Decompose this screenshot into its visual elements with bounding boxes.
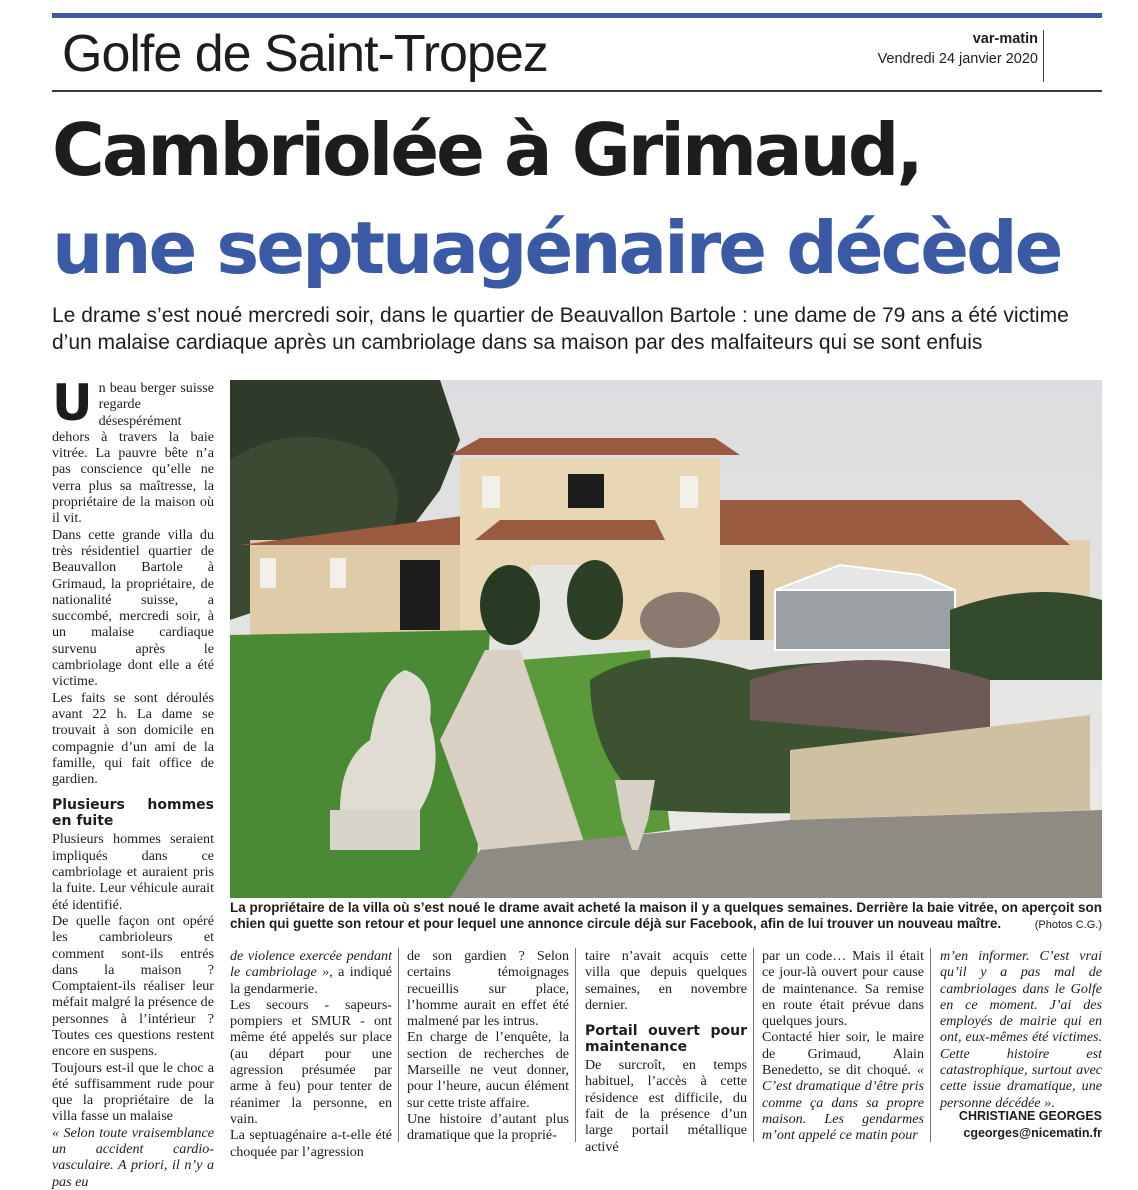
quote: « Selon toute vraisemblance un accident cardio-vasculaire. A priori, il n’y a pas eu bbox=[52, 1124, 214, 1190]
headline-line2: une septuagénaire décède bbox=[52, 206, 1061, 290]
section-title: Golfe de Saint-Tropez bbox=[62, 25, 548, 83]
header-divider bbox=[1043, 30, 1044, 82]
article-column-6 bbox=[940, 948, 1102, 1111]
paragraph: Les secours - sapeurs-pompiers et SMUR - ont même été appelés sur place (au départ pour une agression présumée par arme à feu) pour tenter de réanimer la personne, en vain. bbox=[230, 996, 392, 1127]
paragraph: , a indiqué la gendarmerie. bbox=[230, 964, 392, 997]
paragraph: Contacté hier soir, le maire de Grimaud, Alain Benedetto, se dit choqué. bbox=[762, 1029, 924, 1079]
article-column-3 bbox=[407, 948, 569, 1144]
drop-cap: U bbox=[52, 374, 93, 432]
quote: m’en informer. C’est vrai qu’il y a pas mal de cambriolages dans le Golfe en ce moment. J’ai des employés de mairie qui en ont, eux-mêmes été victimes. Cette histoire est catastrophique, surtout avec cette issue dramatique, une personne décédée » bbox=[940, 948, 1102, 1111]
column-separator bbox=[575, 948, 576, 1142]
article-column-1 bbox=[52, 374, 214, 1190]
paragraph: De surcroît, en temps habituel, l’accès à cette résidence est difficile, du fait de la présence d’un large portail métallique activé bbox=[585, 1057, 747, 1155]
column-separator bbox=[398, 948, 399, 1142]
paragraph: taire n’avait acquis cette villa que depuis quelques semaines, en novembre dernier. bbox=[585, 948, 747, 1013]
quote: de violence exercée pendant le cambriolage » bbox=[230, 948, 392, 981]
article-column-5 bbox=[762, 948, 924, 1144]
byline bbox=[930, 1108, 1102, 1142]
paragraph: Les faits se sont déroulés avant 22 h. La dame se trouvait à son domicile en compagnie d’un ami de la famille, qui fait office de gardien. bbox=[52, 689, 214, 788]
header-rule bbox=[52, 90, 1102, 92]
paragraph: De quelle façon ont opéré les cambrioleurs et comment sont-ils entrés dans la maison ? Comptaient-ils réaliser leur méfait malgré la présence de personnes à l’intérieur ? Toutes ces questions restent encore en suspens. bbox=[52, 912, 214, 1060]
photo-caption bbox=[230, 900, 1102, 933]
subheading: Portail ouvert pour maintenance bbox=[585, 1023, 747, 1056]
paragraph: Une histoire d’autant plus dramatique que la proprié- bbox=[407, 1110, 569, 1144]
photo-credit: (Photos C.G.) bbox=[1034, 919, 1102, 931]
article-column-2 bbox=[230, 948, 392, 1160]
column-separator bbox=[753, 948, 754, 1142]
subheading: Plusieurs hommes en fuite bbox=[52, 797, 214, 830]
paragraph: n beau berger suisse regarde désespérément dehors à travers la baie vitrée. La pauvre bête n’a pas conscience qu’elle ne verra plus sa maîtresse, la propriétaire de la maison où il vit. bbox=[52, 380, 214, 527]
paragraph: Toujours est-il que le choc a été suffisamment rude pour que la propriétaire de la villa fasse un malaise bbox=[52, 1059, 214, 1125]
article-column-4 bbox=[585, 948, 747, 1155]
author-email[interactable]: cgeorges@nicematin.fr bbox=[963, 1126, 1102, 1140]
publication-date: Vendredi 24 janvier 2020 bbox=[877, 51, 1038, 67]
top-accent-bar bbox=[52, 13, 1102, 18]
paragraph: Dans cette grande villa du très résidentiel quartier de Beauvallon Bartole à Grimaud, la propriétaire, de nationalité suisse, a succombé, mercredi soir, à un malaise cardiaque survenu après le cambriolage dont elle a été victime. bbox=[52, 526, 214, 690]
paragraph: de son gardien ? Selon certains témoignages recueillis sur place, l’homme aurait en effet été malmené par les intrus. bbox=[407, 948, 569, 1030]
paragraph: . bbox=[1051, 1094, 1055, 1111]
paragraph: La septuagénaire a-t-elle été choquée par l’agression bbox=[230, 1127, 392, 1160]
author-name: CHRISTIANE GEORGES bbox=[958, 1109, 1102, 1123]
paragraph: En charge de l’enquête, la section de recherches de Marseille ne veut donner, pour l’heure, aucun élément sur cette triste affaire. bbox=[407, 1029, 569, 1111]
paragraph: par un code… Mais il était ce jour-là ouvert pour cause de maintenance. Sa remise en route était prévue dans quelques jours. bbox=[762, 948, 924, 1030]
headline-line1: Cambriolée à Grimaud, bbox=[52, 108, 921, 192]
caption-text: La propriétaire de la villa où s’est noué le drame avait acheté la maison il y a quelques semaines. Derrière la baie vitrée, on aperçoit son chien qui guette son retour et pour lequel une annonce circule déjà sur Facebook, afin de lui trouver un nouveau maître. bbox=[230, 900, 1102, 931]
lede: Le drame s’est noué mercredi soir, dans le quartier de Beauvallon Bartole : une dame de 79 ans a été victime d’un malaise cardiaque après un cambriolage dans sa maison par des malfaiteurs qui se sont enfuis bbox=[52, 304, 1069, 354]
quote: « C’est dramatique d’être pris comme ça dans sa propre maison. Les gendarmes m’ont appelé ce matin pour bbox=[762, 1062, 924, 1144]
villa-photo bbox=[230, 380, 1102, 898]
paragraph: Plusieurs hommes seraient impliqués dans ce cambriolage et auraient pris la fuite. Leur véhicule aurait été identifié. bbox=[52, 831, 214, 913]
newspaper-name: var-matin bbox=[972, 31, 1038, 47]
